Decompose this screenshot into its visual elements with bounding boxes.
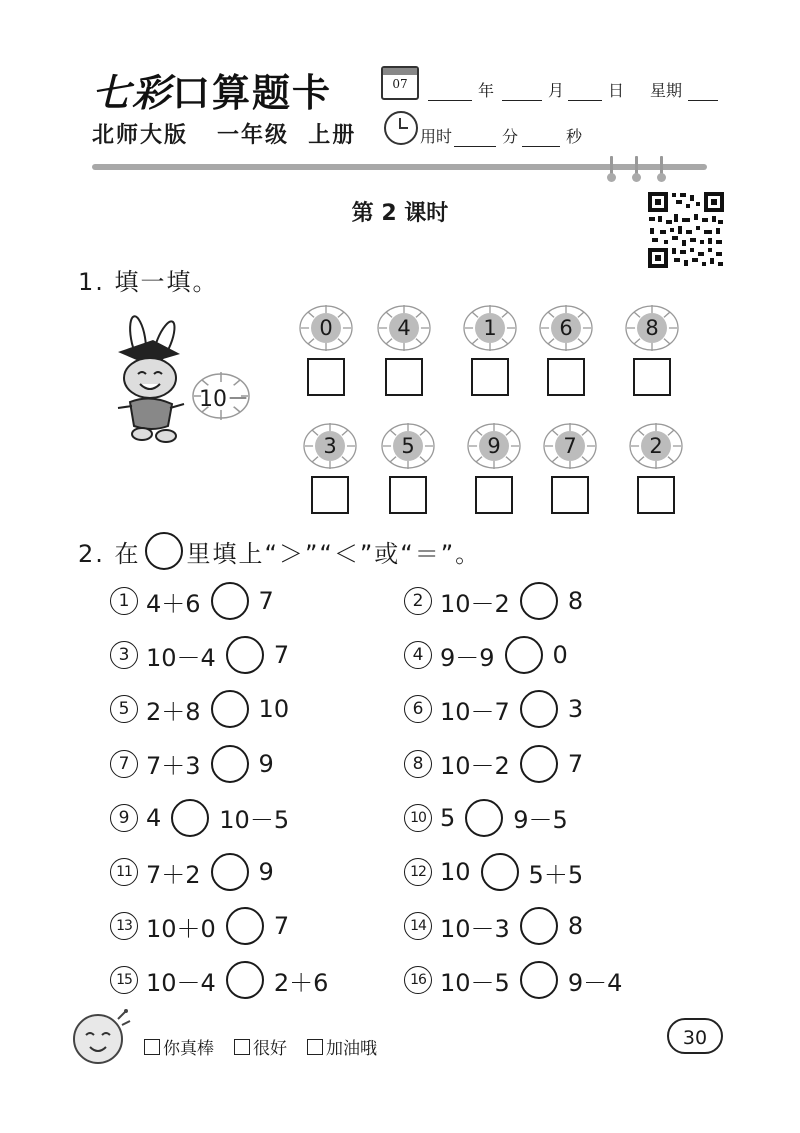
expression-left: 5 bbox=[440, 803, 456, 832]
flower-number: 2 bbox=[641, 431, 671, 461]
item-number: 7 bbox=[110, 750, 138, 778]
rabbit-mascot-icon bbox=[108, 312, 203, 447]
answer-box[interactable] bbox=[307, 358, 345, 396]
item-number: 13 bbox=[110, 912, 138, 940]
answer-circle[interactable] bbox=[520, 961, 558, 999]
divider-tick-icon bbox=[610, 156, 613, 180]
answer-circle[interactable] bbox=[465, 799, 503, 837]
brand-rest: 口算题卡 bbox=[172, 71, 333, 115]
flower-number: 9 bbox=[479, 431, 509, 461]
divider-tick-icon bbox=[660, 156, 663, 180]
expression-left: 2＋8 bbox=[146, 697, 201, 726]
item-number: 2 bbox=[404, 587, 432, 615]
rating-label-try: 加油哦 bbox=[326, 1039, 377, 1059]
item-number: 4 bbox=[404, 641, 432, 669]
expression-left: 10－2 bbox=[440, 589, 510, 618]
section2-title bbox=[78, 532, 481, 570]
section2-title-post: 里填上“＞”“＜”或“＝”。 bbox=[186, 539, 482, 568]
answer-box[interactable] bbox=[385, 358, 423, 396]
compare-item bbox=[404, 906, 583, 946]
header-divider bbox=[92, 164, 707, 170]
flower-number: 0 bbox=[311, 313, 341, 343]
rating-checkbox-good[interactable] bbox=[234, 1039, 250, 1055]
answer-circle[interactable] bbox=[520, 907, 558, 945]
compare-item bbox=[404, 852, 583, 892]
compare-item bbox=[110, 960, 328, 1000]
expression-left: 10＋0 bbox=[146, 914, 216, 943]
expression-left: 4 bbox=[146, 803, 162, 832]
expression-right: 7 bbox=[273, 912, 290, 941]
item-number: 9 bbox=[110, 804, 138, 832]
seconds-blank[interactable] bbox=[522, 130, 560, 147]
expression-right: 7 bbox=[273, 641, 290, 670]
flower-number: 1 bbox=[475, 313, 505, 343]
flower-number: 7 bbox=[555, 431, 585, 461]
item-number: 10 bbox=[404, 804, 432, 832]
flower-number: 5 bbox=[393, 431, 423, 461]
expression-right: 9－4 bbox=[567, 968, 623, 997]
qr-code-icon[interactable] bbox=[646, 190, 726, 270]
item-number: 11 bbox=[110, 858, 138, 886]
expression-left: 10 bbox=[440, 858, 471, 886]
year-label: 年 bbox=[478, 81, 495, 100]
flower-number: 3 bbox=[315, 431, 345, 461]
answer-circle[interactable] bbox=[505, 636, 543, 674]
answer-circle[interactable] bbox=[211, 745, 249, 783]
expression-right: 7 bbox=[567, 749, 584, 778]
expression-right: 9 bbox=[258, 858, 274, 886]
calendar-icon bbox=[381, 66, 419, 100]
compare-item bbox=[110, 852, 274, 892]
item-number: 14 bbox=[404, 912, 432, 940]
month-blank[interactable] bbox=[502, 84, 542, 101]
expression-right: 8 bbox=[567, 912, 584, 941]
rating-label-good: 很好 bbox=[253, 1039, 287, 1059]
compare-item bbox=[110, 581, 274, 621]
calendar-label: 07 bbox=[392, 77, 408, 91]
answer-box[interactable] bbox=[637, 476, 675, 514]
minutes-blank[interactable] bbox=[454, 130, 496, 147]
answer-box[interactable] bbox=[475, 476, 513, 514]
item-number: 12 bbox=[404, 858, 432, 886]
lesson-title: 第 2 课时 bbox=[351, 201, 449, 226]
answer-circle[interactable] bbox=[520, 690, 558, 728]
compare-item bbox=[404, 689, 583, 729]
section2-title-pre: 2. 在 bbox=[78, 539, 141, 568]
flower-number: 6 bbox=[551, 313, 581, 343]
answer-circle[interactable] bbox=[211, 582, 249, 620]
item-number: 3 bbox=[110, 641, 138, 669]
item-number: 6 bbox=[404, 695, 432, 723]
edition-subtitle: 北师大版 一年级 上册 bbox=[92, 123, 357, 148]
day-blank[interactable] bbox=[568, 84, 602, 101]
weekday-label: 星期 bbox=[650, 81, 683, 100]
compare-item bbox=[110, 798, 289, 838]
rating-label-great: 你真棒 bbox=[163, 1039, 214, 1059]
weekday-blank[interactable] bbox=[688, 84, 718, 101]
date-field bbox=[428, 78, 724, 101]
expression-left: 7＋3 bbox=[146, 752, 201, 781]
item-number: 5 bbox=[110, 695, 138, 723]
compare-item bbox=[110, 744, 274, 784]
answer-circle[interactable] bbox=[171, 799, 209, 837]
expression-left: 10－5 bbox=[440, 968, 510, 997]
answer-circle[interactable] bbox=[226, 907, 264, 945]
expression-right: 5＋5 bbox=[528, 860, 584, 889]
expression-right: 9－5 bbox=[513, 806, 568, 835]
answer-box[interactable] bbox=[311, 476, 349, 514]
expression-left: 10－7 bbox=[440, 697, 510, 726]
month-label: 月 bbox=[548, 81, 565, 100]
compare-item bbox=[404, 635, 568, 675]
answer-box[interactable] bbox=[471, 358, 509, 396]
page-number: 30 bbox=[667, 1018, 723, 1054]
rating-options bbox=[144, 1034, 377, 1059]
item-number: 8 bbox=[404, 750, 432, 778]
time-prefix: 用时 bbox=[420, 127, 453, 146]
item-number: 16 bbox=[404, 966, 432, 994]
flower-number: 4 bbox=[389, 313, 419, 343]
expression-left: 10－4 bbox=[146, 643, 216, 672]
expression-left: 4＋6 bbox=[146, 589, 201, 618]
expression-left: 10－4 bbox=[146, 968, 216, 997]
day-label: 日 bbox=[608, 81, 625, 100]
answer-circle[interactable] bbox=[481, 853, 519, 891]
expression-right: 2＋6 bbox=[273, 968, 329, 997]
expression-right: 8 bbox=[567, 587, 584, 615]
answer-circle[interactable] bbox=[211, 853, 249, 891]
compare-item bbox=[110, 906, 289, 946]
seconds-label: 秒 bbox=[566, 127, 583, 146]
answer-box[interactable] bbox=[547, 358, 585, 396]
answer-box[interactable] bbox=[551, 476, 589, 514]
expression-right: 0 bbox=[552, 641, 568, 670]
brand-first: 七彩 bbox=[92, 70, 173, 115]
brand-title bbox=[92, 62, 332, 117]
compare-item bbox=[404, 960, 622, 1000]
answer-circle[interactable] bbox=[211, 690, 249, 728]
expression-left: 10－2 bbox=[440, 752, 510, 781]
compare-item bbox=[110, 635, 289, 675]
divider-tick-icon bbox=[635, 156, 638, 180]
operator-label: 10－ bbox=[199, 387, 249, 412]
answer-circle[interactable] bbox=[520, 745, 558, 783]
item-number: 1 bbox=[110, 587, 138, 615]
flower-number: 8 bbox=[637, 313, 667, 343]
rating-checkbox-try[interactable] bbox=[307, 1039, 323, 1055]
compare-item bbox=[404, 744, 583, 784]
item-number: 15 bbox=[110, 966, 138, 994]
answer-circle[interactable] bbox=[520, 582, 558, 620]
answer-box[interactable] bbox=[633, 358, 671, 396]
moon-mascot-icon bbox=[68, 1005, 132, 1069]
expression-right: 9 bbox=[258, 749, 274, 778]
answer-circle[interactable] bbox=[226, 961, 264, 999]
time-field bbox=[420, 124, 582, 147]
minutes-label: 分 bbox=[502, 127, 519, 146]
answer-box[interactable] bbox=[389, 476, 427, 514]
expression-right: 10－5 bbox=[219, 806, 290, 835]
expression-right: 7 bbox=[258, 587, 274, 615]
expression-right: 3 bbox=[567, 695, 584, 724]
expression-left: 9－9 bbox=[440, 643, 495, 672]
example-circle-icon bbox=[145, 532, 183, 570]
compare-item bbox=[404, 798, 568, 838]
expression-left: 10－3 bbox=[440, 914, 510, 943]
answer-circle[interactable] bbox=[226, 636, 264, 674]
expression-left: 7＋2 bbox=[146, 860, 201, 889]
compare-item bbox=[404, 581, 583, 621]
section1-title: 1. 填一填。 bbox=[78, 268, 219, 296]
year-blank[interactable] bbox=[428, 84, 472, 101]
expression-right: 10 bbox=[258, 695, 290, 724]
rating-checkbox-great[interactable] bbox=[144, 1039, 160, 1055]
compare-item bbox=[110, 689, 289, 729]
clock-icon bbox=[384, 111, 418, 145]
